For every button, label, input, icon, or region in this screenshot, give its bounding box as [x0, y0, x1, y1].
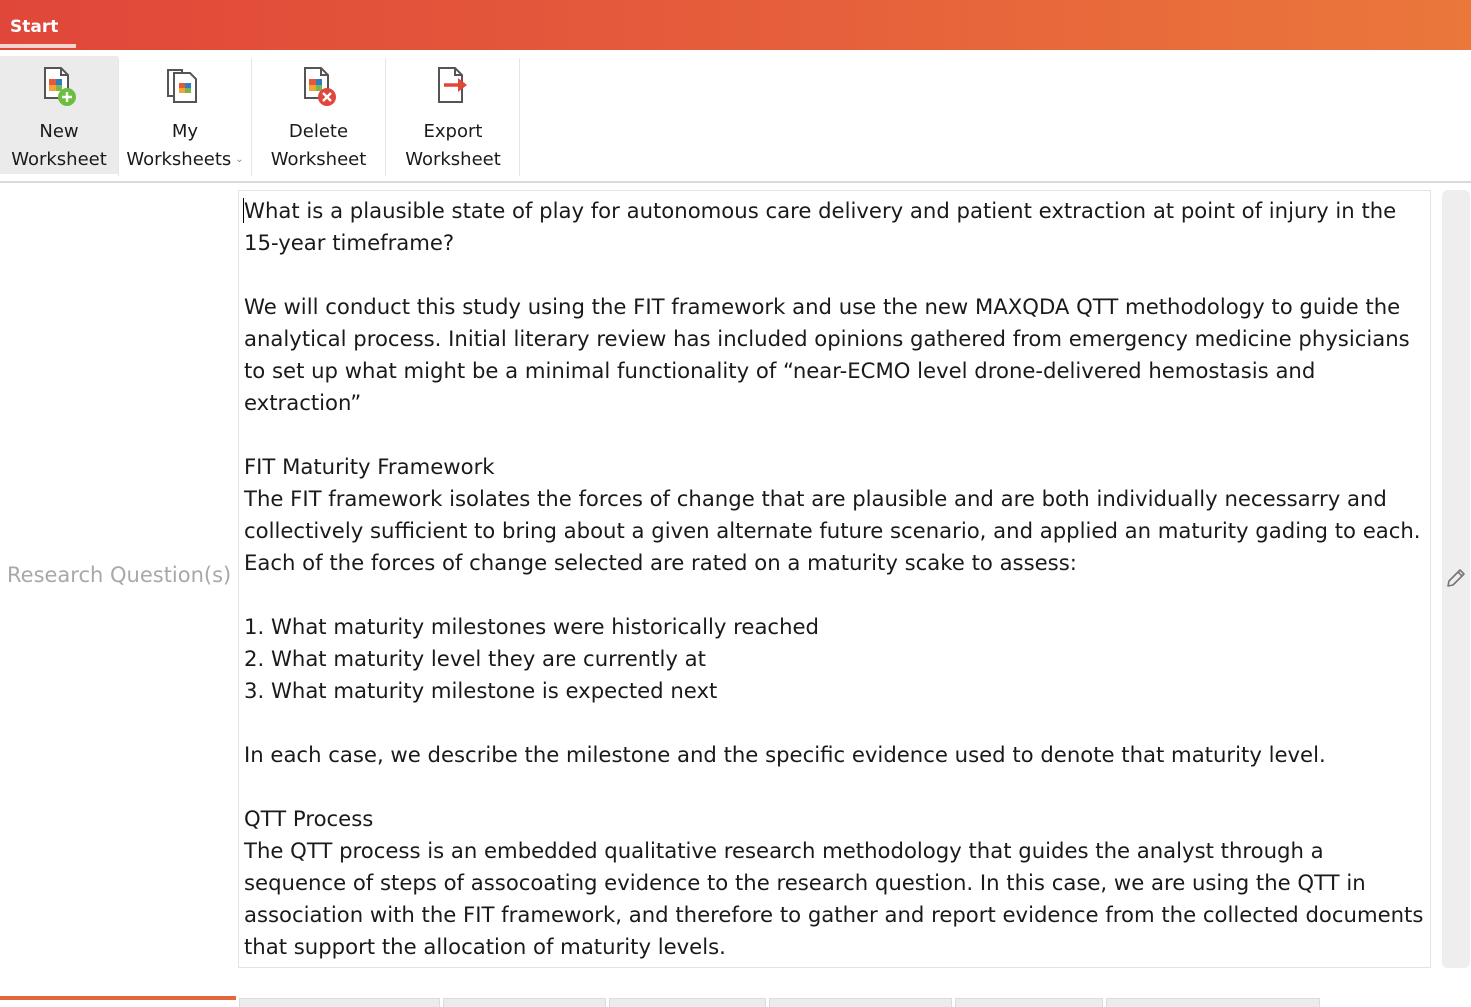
chevron-down-icon[interactable]: ⌄	[235, 154, 244, 165]
export-worksheet-button[interactable]	[386, 56, 520, 174]
my-worksheets-label-line1: My	[171, 121, 199, 142]
bottom-tab[interactable]	[0, 996, 236, 1005]
ribbon-toolbar	[0, 50, 1471, 183]
my-worksheets-button[interactable]	[119, 56, 251, 174]
export-worksheet-label-line2: Worksheet	[405, 149, 501, 170]
new-worksheet-icon	[36, 64, 82, 110]
new-worksheet-button[interactable]	[0, 56, 118, 174]
my-worksheets-icon	[162, 64, 208, 110]
tab-start[interactable]	[0, 0, 76, 50]
bottom-tab[interactable]	[609, 998, 766, 1007]
research-questions-text[interactable]: What is a plausible state of play for autonomous care delivery and patient extraction at point of injury in the 15-year timeframe? We will conduct this study using the FIT framework and use the new MAXQDA QTT methodology to guide the analytical process. Initial literary review has included opinions gathered from emergency medicine physicians to set up what might be a minimal functionality of “near-ECMO level drone-delivered hemostasis and extraction” FIT Maturity Framework The FIT framework isolates the forces of change that are plausible and are both individually necessarry and collectively sufficient to bring about a given alternate future scenario, and applied an maturity gading to each. Each of the forces of change selected are rated on a maturity scake to assess: 1. What maturity milestones were historically reached 2. What maturity level they are currently at 3. What maturity milestone is expected next In each case, we describe the milestone and the specific evidence used to denote that maturity level. QTT Process The QTT process is an embedded qualitative research methodology that guides the analyst through a sequence of steps of assocoating evidence to the research question. In this case, we are using the QTT in association with the FIT framework, and therefore to gather and report evidence from the collected documents that support the allocation of maturity levels.	[244, 198, 1424, 959]
research-questions-textarea[interactable]	[238, 190, 1431, 968]
bottom-tab[interactable]	[955, 998, 1103, 1007]
bottom-tab[interactable]	[443, 998, 606, 1007]
research-questions-label: Research Question(s)	[7, 563, 232, 587]
delete-worksheet-icon	[296, 64, 342, 110]
pencil-icon[interactable]	[1444, 566, 1468, 590]
bottom-tab[interactable]	[1106, 998, 1320, 1007]
tab-start-label: Start	[10, 17, 59, 37]
export-worksheet-icon	[430, 64, 476, 110]
delete-worksheet-label-line1: Delete	[288, 121, 349, 142]
export-worksheet-label-line1: Export	[423, 121, 483, 142]
toolbar-separator	[519, 58, 520, 176]
bottom-tab[interactable]	[769, 998, 952, 1007]
title-bar	[0, 0, 1471, 50]
delete-worksheet-label-line2: Worksheet	[270, 149, 367, 170]
my-worksheets-label-line2: Worksheets	[126, 149, 232, 170]
bottom-tab-strip	[0, 996, 1471, 1007]
delete-worksheet-button[interactable]	[252, 56, 385, 174]
new-worksheet-label-line2: Worksheet	[11, 149, 107, 170]
bottom-tab[interactable]	[239, 998, 440, 1007]
tab-start-underline	[0, 44, 76, 48]
new-worksheet-label-line1: New	[39, 121, 79, 142]
